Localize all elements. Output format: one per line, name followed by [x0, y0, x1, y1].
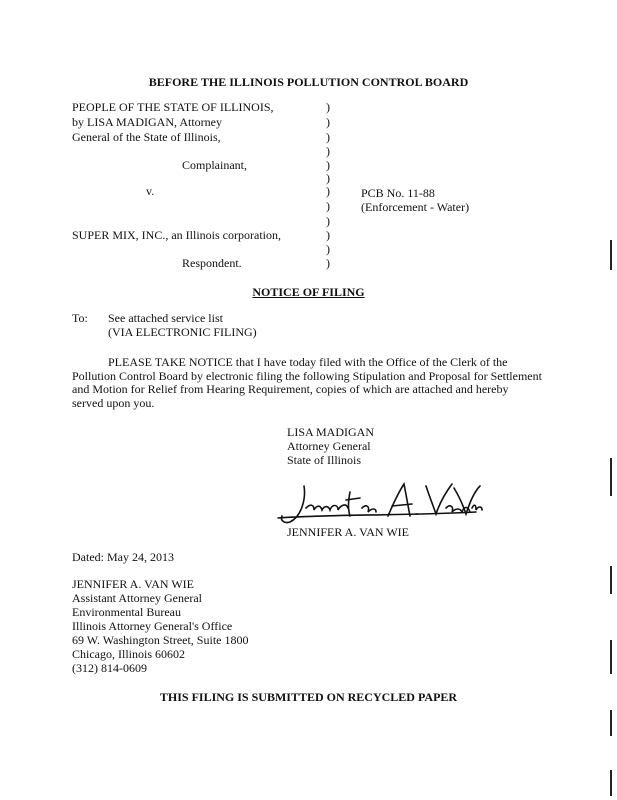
caption-paren: ): [326, 130, 330, 144]
contact-street: 69 W. Washington Street, Suite 1800: [72, 633, 249, 647]
caption-paren: ): [326, 184, 330, 198]
versus-label: v.: [146, 184, 155, 198]
contact-bureau: Environmental Bureau: [72, 605, 181, 619]
contact-city: Chicago, Illinois 60602: [72, 647, 185, 661]
case-type: (Enforcement - Water): [361, 200, 470, 214]
caption-paren: ): [326, 100, 330, 114]
respondent-label: Respondent.: [182, 256, 242, 270]
signature-org-1: LISA MADIGAN: [287, 425, 374, 439]
caption-paren: ): [326, 115, 330, 129]
scan-edge-mark: [610, 458, 612, 496]
signature-org-2: Attorney General: [287, 439, 371, 453]
caption-paren: ): [326, 171, 330, 185]
to-line-2: (VIA ELECTRONIC FILING): [108, 325, 257, 339]
plaintiff-line-2: by LISA MADIGAN, Attorney: [72, 115, 222, 129]
plaintiff-line-1: PEOPLE OF THE STATE OF ILLINOIS,: [72, 100, 274, 114]
scan-edge-mark: [610, 566, 612, 594]
caption-paren: ): [326, 256, 330, 270]
contact-name: JENNIFER A. VAN WIE: [72, 577, 195, 591]
signature-org-3: State of Illinois: [287, 453, 361, 467]
to-line-1: See attached service list: [108, 311, 223, 325]
dated-line: Dated: May 24, 2013: [72, 550, 174, 564]
caption-paren: ): [326, 158, 330, 172]
handwritten-signature: [276, 478, 486, 528]
scan-edge-mark: [610, 240, 612, 270]
defendant-name: SUPER MIX, INC., an Illinois corporation,: [72, 228, 281, 242]
caption-paren: ): [326, 228, 330, 242]
to-label: To:: [72, 311, 88, 325]
caption-paren: ): [326, 242, 330, 256]
signer-name: JENNIFER A. VAN WIE: [287, 525, 410, 539]
board-title: BEFORE THE ILLINOIS POLLUTION CONTROL BOARD: [148, 75, 469, 89]
body-paragraph: PLEASE TAKE NOTICE that I have today filed with the Office of the Clerk of the Pollution Control Board by electronic filing the following Stipulation and Proposal for Settlement and Motion for Relief from Hearing Requirement, copies of which are attached and hereby served upon you.: [72, 355, 542, 410]
caption-paren: ): [326, 144, 330, 158]
scan-edge-mark: [610, 770, 612, 796]
contact-office: Illinois Attorney General's Office: [72, 619, 233, 633]
recycled-paper-footer: THIS FILING IS SUBMITTED ON RECYCLED PAPER: [159, 690, 458, 704]
contact-title: Assistant Attorney General: [72, 591, 202, 605]
plaintiff-line-3: General of the State of Illinois,: [72, 130, 221, 144]
complainant-label: Complainant,: [182, 158, 247, 172]
contact-phone: (312) 814-0609: [72, 661, 147, 675]
notice-heading: NOTICE OF FILING: [252, 285, 365, 299]
scan-edge-mark: [610, 640, 612, 674]
caption-paren: ): [326, 199, 330, 213]
case-number: PCB No. 11-88: [361, 186, 435, 200]
scan-edge-mark: [610, 710, 612, 736]
caption-paren: ): [326, 214, 330, 228]
